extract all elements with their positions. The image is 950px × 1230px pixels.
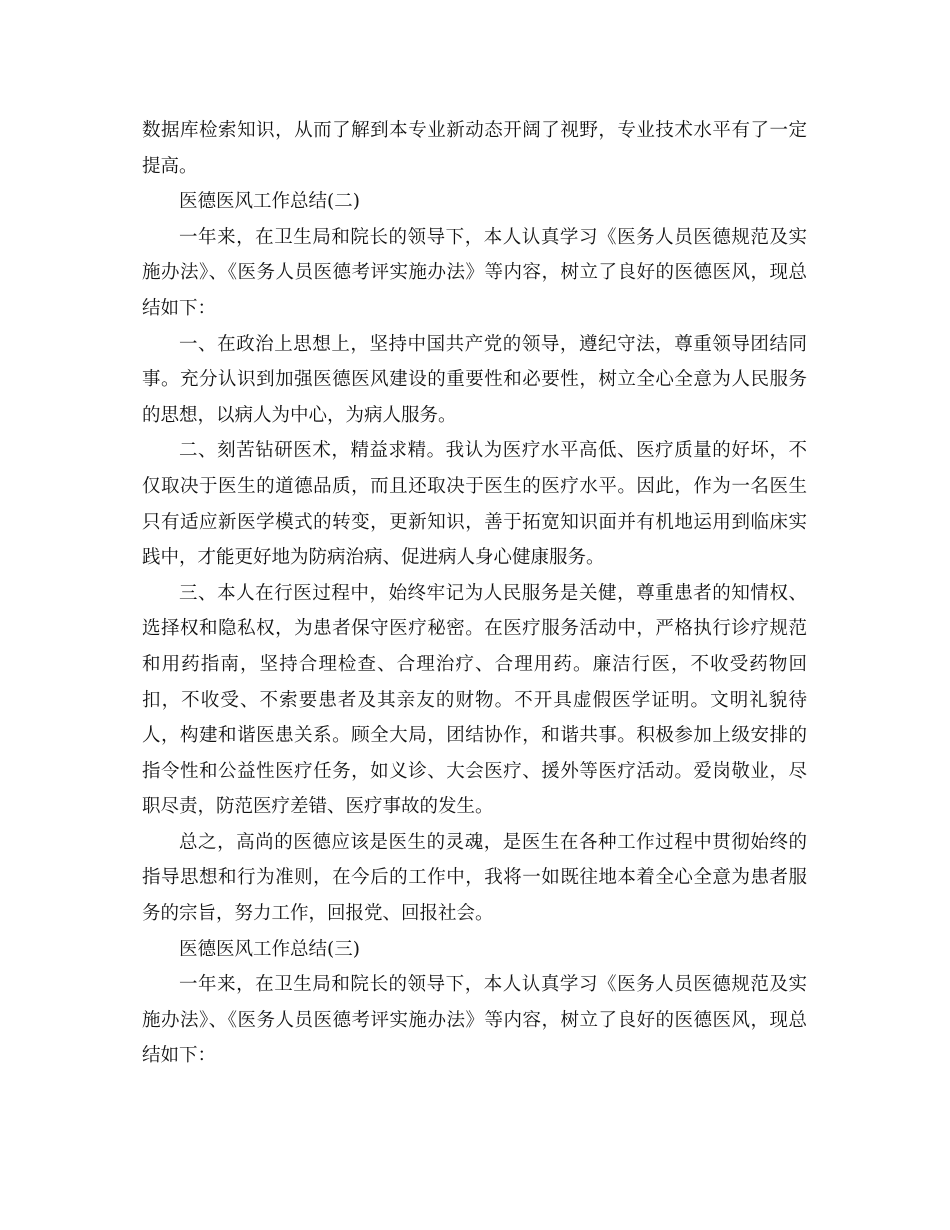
section-heading-2: 医德医风工作总结(二) <box>179 191 360 213</box>
paragraph-conclusion: 总之，高尚的医德应该是医生的灵魂，是医生在各种工作过程中贯彻始终的指导思想和行为准则，在今后的工作中，我将一如既往地本着全心全意为患者服务的宗旨，努力工作，回报党、回报社会。 <box>142 831 807 925</box>
paragraph-point-2: 二、刻苦钻研医术，精益求精。我认为医疗水平高低、医疗质量的好坏，不仅取决于医生的道德品质，而且还取决于医生的医疗水平。因此，作为一名医生只有适应新医学模式的转变，更新知识，善于拓宽知识面并有机地运用到临床实践中，才能更好地为防病治病、促进病人身心健康服务。 <box>142 440 807 569</box>
paragraph-point-3: 三、本人在行医过程中，始终牢记为人民服务是关健，尊重患者的知情权、选择权和隐私权，为患者保守医疗秘密。在医疗服务活动中，严格执行诊疗规范和用药指南，坚持合理检查、合理治疗、合理用药。廉洁行医，不收受药物回扣，不收受、不索要患者及其亲友的财物。不开具虚假医学证明。文明礼貌待人，构建和谐医患关系。顾全大局，团结协作，和谐共事。积极参加上级安排的指令性和公益性医疗任务，如义诊、大会医疗、援外等医疗活动。爱岗敬业，尽职尽责，防范医疗差错、医疗事故的发生。 <box>142 582 807 818</box>
paragraph-intro-3: 一年来，在卫生局和院长的领导下，本人认真学习《医务人员医德规范及实施办法》、《医务人员医德考评实施办法》等内容，树立了良好的医德医风，现总结如下： <box>142 974 807 1067</box>
paragraph-continued: 数据库检索知识，从而了解到本专业新动态开阔了视野，专业技术水平有了一定提高。 <box>142 120 807 177</box>
paragraph-intro-2: 一年来，在卫生局和院长的领导下，本人认真学习《医务人员医德规范及实施办法》、《医务人员医德考评实施办法》等内容，树立了良好的医德医风，现总结如下： <box>142 226 807 319</box>
section-heading-3: 医德医风工作总结(三) <box>179 938 360 960</box>
paragraph-point-1: 一、在政治上思想上，坚持中国共产党的领导，遵纪守法，尊重领导团结同事。充分认识到加强医德医风建设的重要性和必要性，树立全心全意为人民服务的思想，以病人为中心，为病人服务。 <box>142 333 807 426</box>
document-body <box>142 113 807 1074</box>
